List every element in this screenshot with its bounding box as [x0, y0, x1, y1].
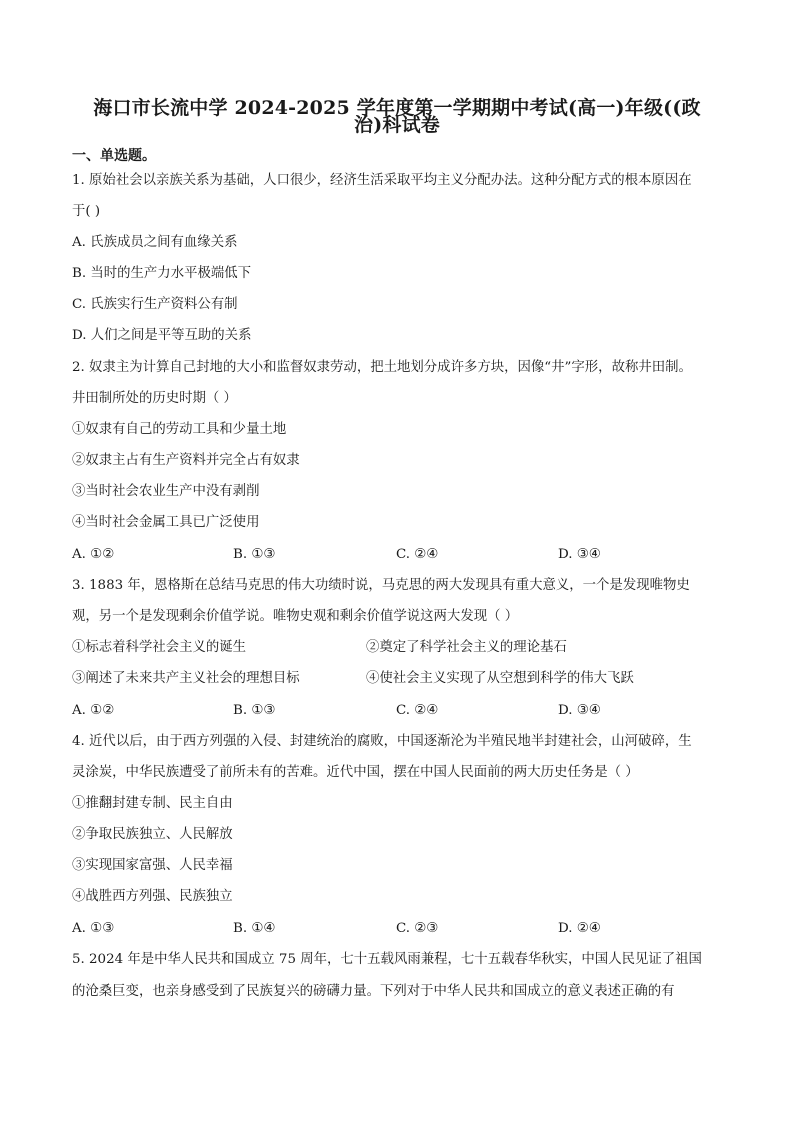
q2-statement-4: ④当时社会金属工具已广泛使用: [72, 515, 260, 530]
q2-option-a: A. ①②: [72, 547, 115, 562]
q4-statement-1: ①推翻封建专制、民主自由: [72, 796, 233, 811]
exam-title-line1: 海口市长流中学 2024-2025 学年度第一学期期中考试(高一)年级((政: [93, 97, 701, 119]
q3-option-c: C. ②④: [396, 703, 439, 718]
q3-option-d: D. ③④: [558, 703, 601, 718]
q4-statement-2: ②争取民族独立、人民解放: [72, 827, 233, 842]
q3-statement-3: ③阐述了未来共产主义社会的理想目标: [72, 671, 300, 686]
q5-stem-line2: 的沧桑巨变，也亲身感受到了民族复兴的磅礴力量。下列对于中华人民共和国成立的意义表述正确的有: [72, 984, 675, 999]
q4-statement-4: ④战胜西方列强、民族独立: [72, 889, 233, 904]
q4-stem-line1: 4. 近代以后，由于西方列强的入侵、封建统治的腐败，中国逐渐沦为半殖民地半封建社会，山河破碎，生: [72, 734, 692, 749]
q3-statement-4: ④使社会主义实现了从空想到科学的伟大飞跃: [366, 671, 634, 686]
q1-option-c: C. 氏族实行生产资料公有制: [72, 297, 238, 312]
q3-option-a: A. ①②: [72, 703, 115, 718]
q1-option-a: A. 氏族成员之间有血缘关系: [72, 235, 238, 250]
q2-statement-2: ②奴隶主占有生产资料并完全占有奴隶: [72, 453, 300, 468]
q2-stem-line2: 井田制所处的历史时期（ ）: [72, 391, 237, 406]
q2-statement-3: ③当时社会农业生产中没有剥削: [72, 484, 260, 499]
q2-stem-line1: 2. 奴隶主为计算自己封地的大小和监督奴隶劳动，把土地划分成许多方块，因像“井”字形，故称井田制。: [72, 360, 692, 375]
q4-option-c: C. ②③: [396, 921, 439, 936]
q5-stem-line1: 5. 2024 年是中华人民共和国成立 75 周年，七十五载风雨兼程，七十五载春华秋实，中国人民见证了祖国: [72, 952, 702, 967]
q2-statement-1: ①奴隶有自己的劳动工具和少量土地: [72, 422, 287, 437]
q3-stem-line2: 观，另一个是发现剩余价值学说。唯物史观和剩余价值学说这两大发现（ ）: [72, 609, 519, 624]
q4-stem-line2: 灵涂炭，中华民族遭受了前所未有的苦难。近代中国，摆在中国人民面前的两大历史任务是（ ）: [72, 765, 639, 780]
q1-option-b: B. 当时的生产力水平极端低下: [72, 266, 252, 281]
q3-option-b: B. ①③: [233, 703, 276, 718]
q1-stem-line1: 1. 原始社会以亲族关系为基础，人口很少，经济生活采取平均主义分配办法。这种分配方式的根本原因在: [72, 173, 692, 188]
q2-option-d: D. ③④: [558, 547, 601, 562]
q2-option-b: B. ①③: [233, 547, 276, 562]
q1-stem-line2: 于( ): [72, 204, 101, 219]
exam-title-line2: 治)科试卷: [354, 114, 440, 136]
section-heading: 一、单选题。: [72, 148, 156, 164]
q3-statement-1: ①标志着科学社会主义的诞生: [72, 640, 247, 655]
q4-statement-3: ③实现国家富强、人民幸福: [72, 858, 233, 873]
q4-option-d: D. ②④: [558, 921, 601, 936]
q4-option-a: A. ①③: [72, 921, 115, 936]
q2-option-c: C. ②④: [396, 547, 439, 562]
q4-option-b: B. ①④: [233, 921, 276, 936]
q3-statement-2: ②奠定了科学社会主义的理论基石: [366, 640, 567, 655]
q3-stem-line1: 3. 1883 年，恩格斯在总结马克思的伟大功绩时说，马克思的两大发现具有重大意义，一个是发现唯物史: [72, 578, 690, 593]
q1-option-d: D. 人们之间是平等互助的关系: [72, 328, 252, 343]
